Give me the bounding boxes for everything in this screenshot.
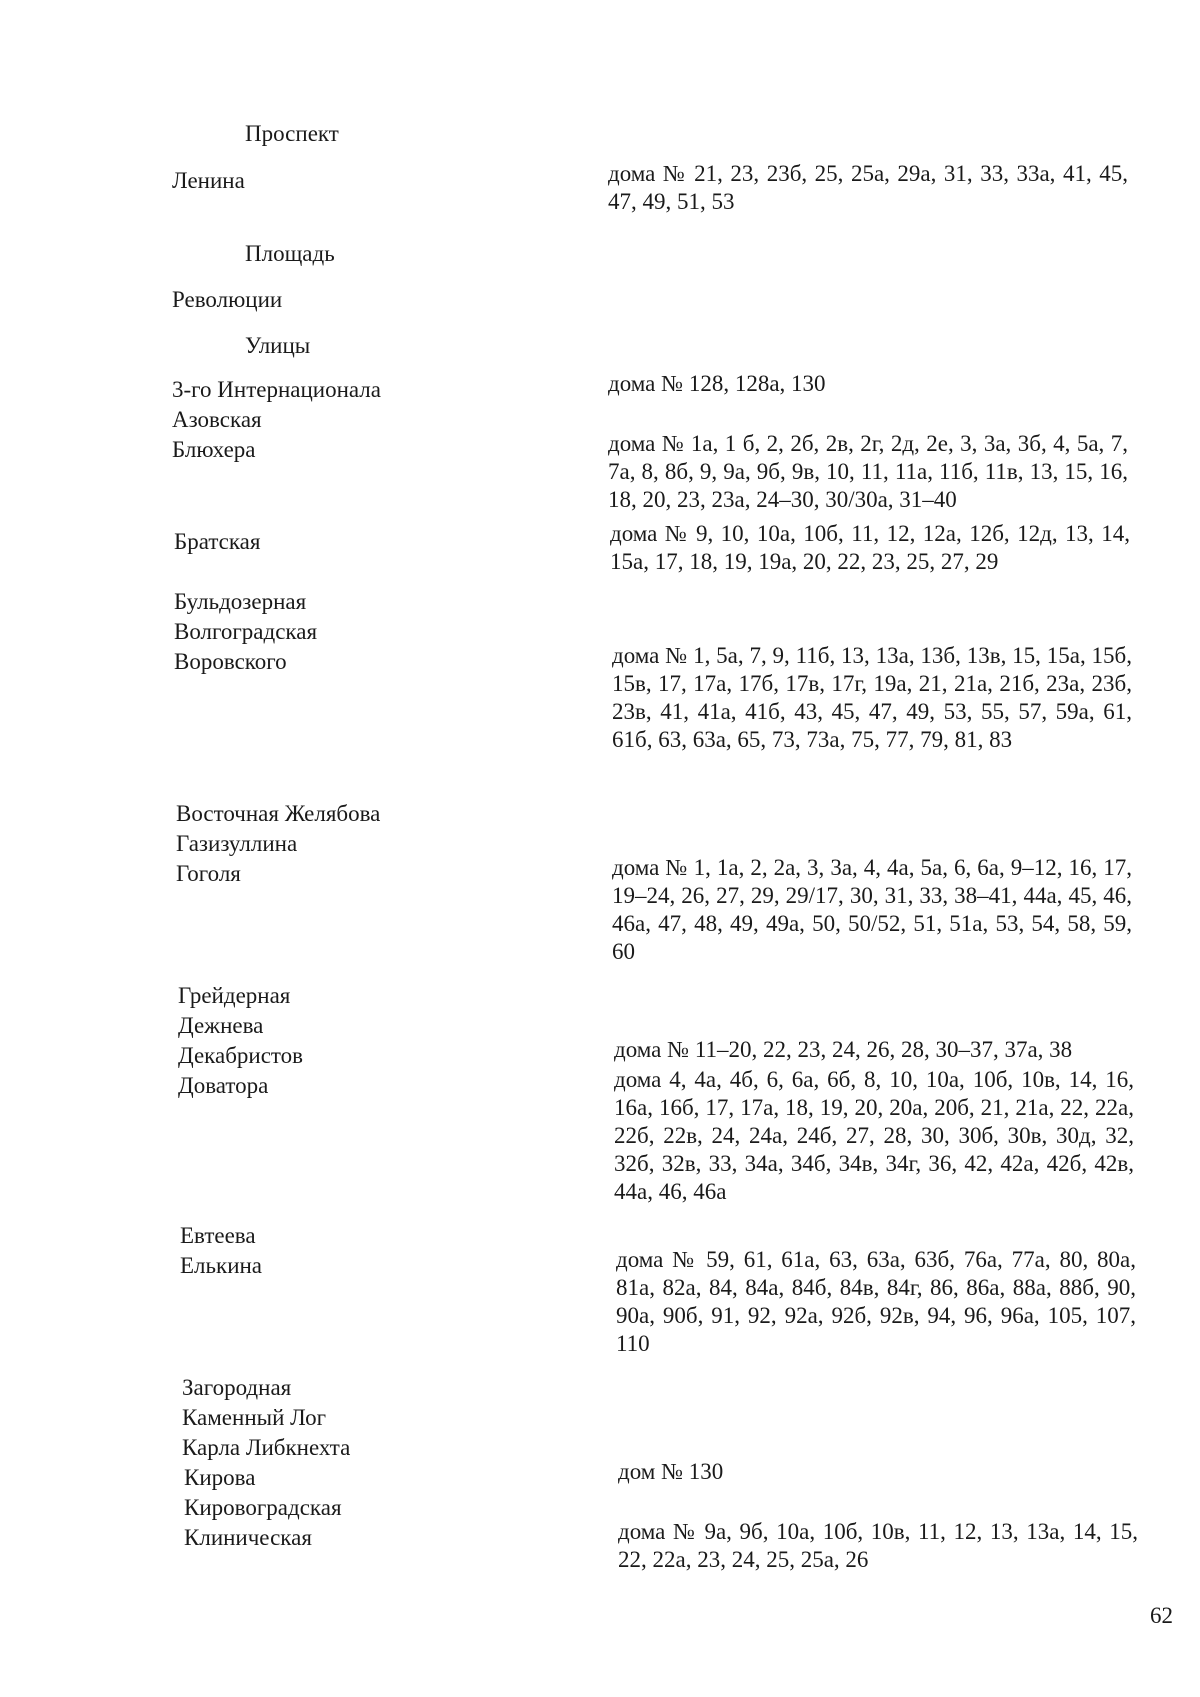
street-name: Бульдозерная: [174, 589, 307, 614]
section-heading-prospekt: Проспект: [245, 121, 339, 146]
street-name: Гоголя: [176, 861, 241, 886]
house-numbers: дома 4, 4а, 4б, 6, 6а, 6б, 8, 10, 10а, 10б, 10в, 14, 16, 16а, 16б, 17, 17а, 18, 19, 20, 20а, 20б, 21, 21а, 22, 22а, 22б, 22в, 24, 24а, 24б, 27, 28, 30, 30б, 30в, 30д, 32, 32б, 32в, 33, 34а, 34б, 34в, 34г, 36, 42, 42а, 42б, 42в, 44а, 46, 46а: [614, 1067, 1134, 1204]
house-numbers: дома № 9а, 9б, 10а, 10б, 10в, 11, 12, 13, 13а, 14, 15, 22, 22а, 23, 24, 25, 25а, 26: [618, 1519, 1138, 1572]
street-name: Блюхера: [172, 437, 256, 462]
street-name: 3-го Интернационала: [172, 377, 381, 402]
house-numbers: дома № 1а, 1 б, 2, 2б, 2в, 2г, 2д, 2е, 3, 3а, 3б, 4, 5а, 7, 7а, 8, 8б, 9, 9а, 9б, 9в, 10, 11, 11а, 11б, 11в, 13, 15, 16, 18, 20, 23, 23а, 24–30, 30/30а, 31–40: [608, 431, 1128, 512]
section-heading-ulitsy: Улицы: [245, 333, 311, 358]
street-name: Ленина: [172, 168, 245, 193]
house-numbers: дома № 11–20, 22, 23, 24, 26, 28, 30–37, 37а, 38: [614, 1037, 1073, 1062]
street-name: Евтеева: [180, 1223, 256, 1248]
street-name: Братская: [174, 529, 261, 554]
street-name: Восточная Желябова: [176, 801, 381, 826]
house-numbers: дома № 128, 128а, 130: [608, 371, 826, 396]
house-numbers: дома № 1, 1а, 2, 2а, 3, 3а, 4, 4а, 5а, 6, 6а, 9–12, 16, 17, 19–24, 26, 27, 29, 29/17, 30, 31, 33, 38–41, 44а, 45, 46, 46а, 47, 48, 49, 49а, 50, 50/52, 51, 51а, 53, 54, 58, 59, 60: [612, 855, 1132, 964]
street-name: Воровского: [174, 649, 287, 674]
house-numbers: дома № 21, 23, 23б, 25, 25а, 29а, 31, 33, 33а, 41, 45, 47, 49, 51, 53: [608, 161, 1128, 214]
street-name: Каменный Лог: [182, 1405, 327, 1430]
street-name: Газизуллина: [176, 831, 298, 856]
house-numbers: дома № 1, 5а, 7, 9, 11б, 13, 13а, 13б, 13в, 15, 15а, 15б, 15в, 17, 17а, 17б, 17в, 17г, 19а, 21, 21а, 21б, 23а, 23б, 23в, 41, 41а, 41б, 43, 45, 47, 49, 53, 55, 57, 59а, 61, 61б, 63, 63а, 65, 73, 73а, 75, 77, 79, 81, 83: [612, 643, 1132, 752]
street-name: Грейдерная: [178, 983, 291, 1008]
street-name: Декабристов: [178, 1043, 304, 1068]
street-name: Азовская: [172, 407, 262, 432]
street-name: Клиническая: [184, 1525, 312, 1550]
house-numbers: дома № 9, 10, 10а, 10б, 11, 12, 12а, 12б, 12д, 13, 14, 15а, 17, 18, 19, 19а, 20, 22, 23, 25, 27, 29: [610, 521, 1130, 574]
house-numbers: дом № 130: [618, 1459, 724, 1484]
street-name: Загородная: [182, 1375, 292, 1400]
street-name: Дежнева: [178, 1013, 264, 1038]
street-name: Кирова: [184, 1465, 256, 1490]
street-name: Волгоградская: [174, 619, 318, 644]
page-number: 62: [1150, 1603, 1173, 1628]
street-name: Революции: [172, 287, 283, 312]
street-name: Карла Либкнехта: [182, 1435, 351, 1460]
section-heading-ploshchad: Площадь: [245, 241, 335, 266]
street-name: Елькина: [180, 1253, 263, 1278]
house-numbers: дома № 59, 61, 61а, 63, 63а, 63б, 76а, 77а, 80, 80а, 81а, 82а, 84, 84а, 84б, 84в, 84г, 86, 86а, 88а, 88б, 90, 90а, 90б, 91, 92, 92а, 92б, 92в, 94, 96, 96а, 105, 107, 110: [616, 1247, 1136, 1356]
street-name: Доватора: [178, 1073, 269, 1098]
street-name: Кировоградская: [184, 1495, 342, 1520]
